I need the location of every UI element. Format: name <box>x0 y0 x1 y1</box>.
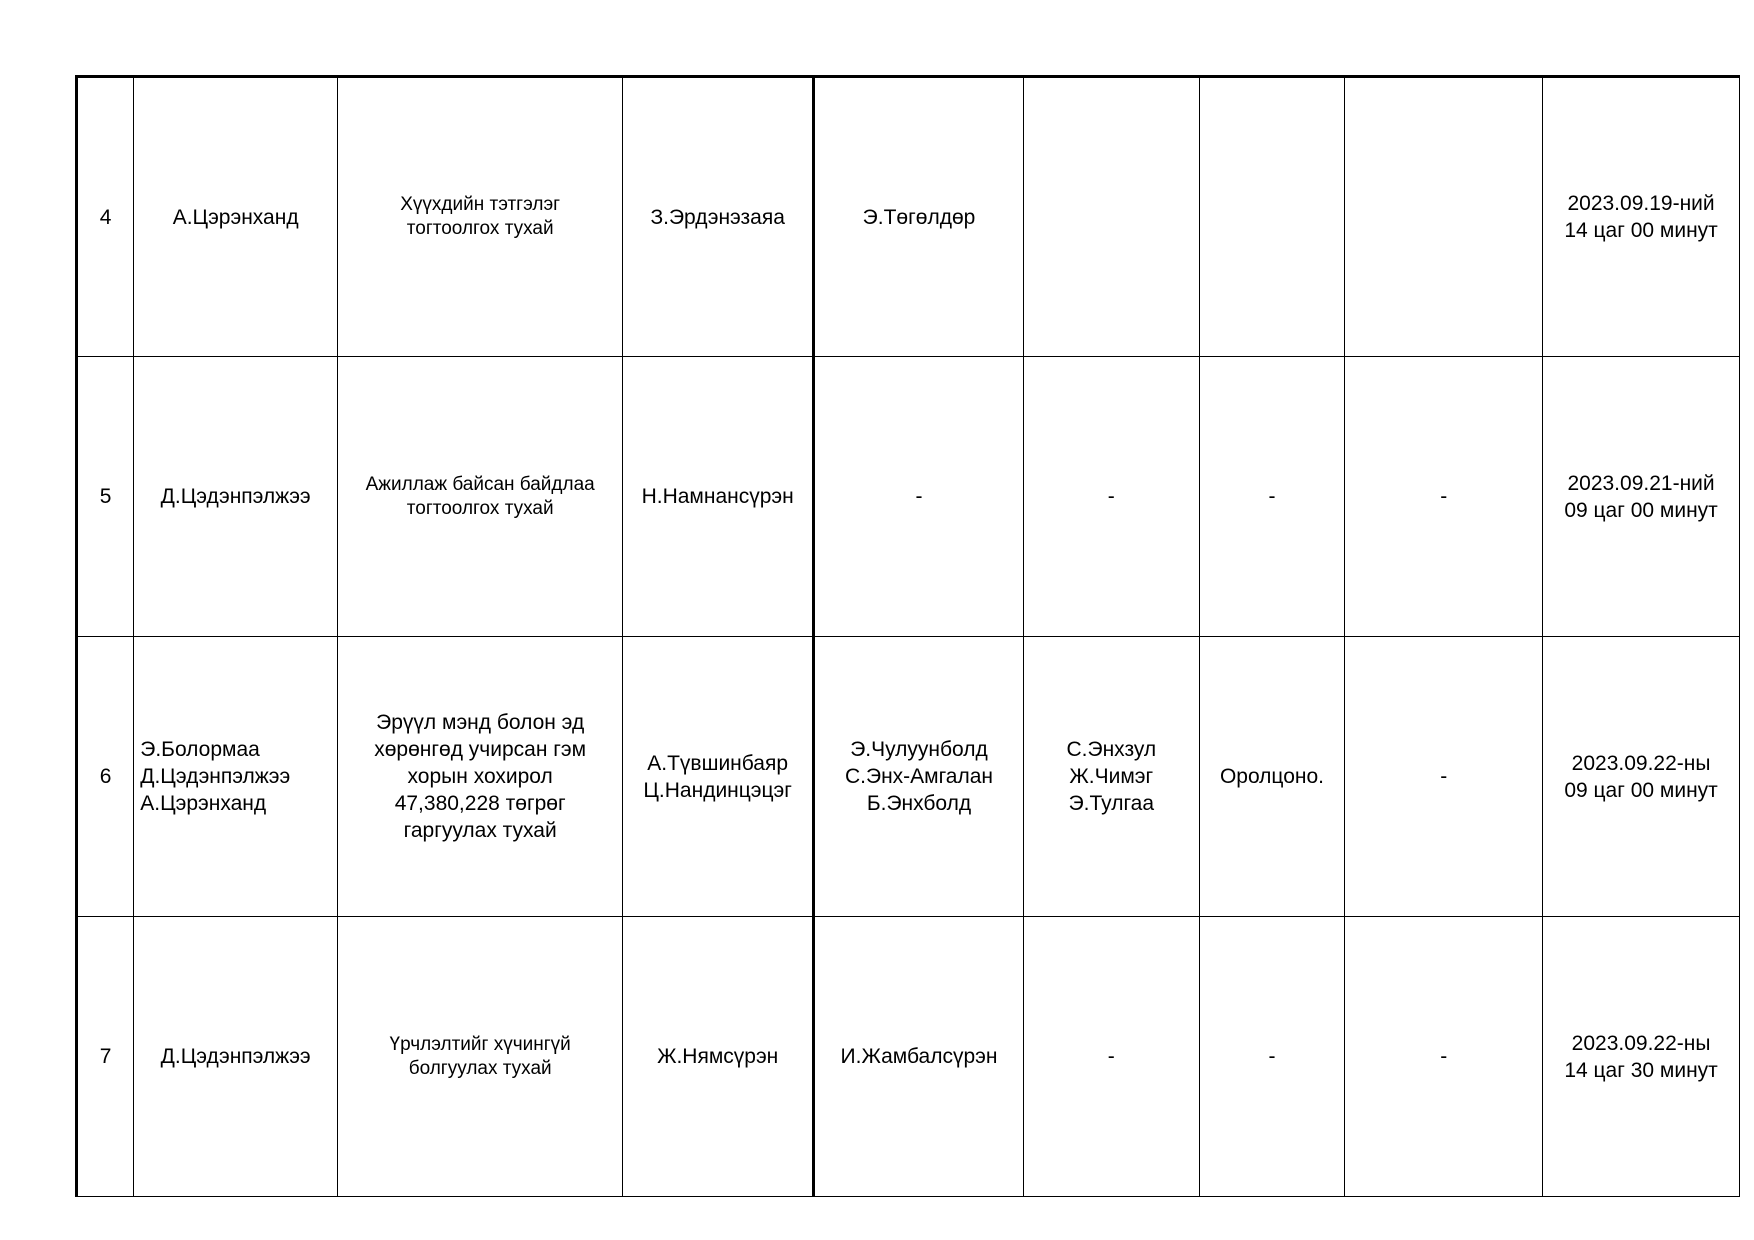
hearing-time: 09 цаг 00 минут <box>1564 778 1718 802</box>
claimant-cell <box>134 917 338 1197</box>
claimant-name: Д.Цэдэнпэлжээ <box>160 485 311 508</box>
respondent-cell <box>623 357 814 637</box>
datetime-cell <box>1543 357 1740 637</box>
respondent-name: З.Эрдэнэзаяа <box>650 205 785 229</box>
judge-cell <box>814 917 1024 1197</box>
panel-cell: - <box>1023 917 1199 1197</box>
note-cell: - <box>1345 357 1543 637</box>
participation-cell: - <box>1199 917 1345 1197</box>
datetime-cell <box>1543 77 1740 357</box>
note-cell: - <box>1345 637 1543 917</box>
table-row <box>77 637 1740 917</box>
judge-name: С.Энх-Амгалан <box>844 765 994 788</box>
panel-cell <box>1023 77 1199 357</box>
panel-member: С.Энхзул <box>1066 738 1157 761</box>
hearing-schedule-table <box>75 75 1740 1197</box>
panel-member: Э.Тулгаа <box>1068 792 1155 815</box>
panel-member: Ж.Чимэг <box>1069 765 1154 788</box>
table-row <box>77 917 1740 1197</box>
respondent-cell <box>623 77 814 357</box>
claimant-name: А.Цэрэнханд <box>172 205 299 229</box>
claimant-cell <box>134 637 338 917</box>
respondent-name: Ж.Нямсүрэн <box>657 1045 779 1068</box>
judge-name: И.Жамбалсүрэн <box>840 1045 998 1068</box>
claimant-cell <box>134 77 338 357</box>
case-subject: Хүүхдийн тэтгэлэг тогтоолгох тухай <box>338 77 623 357</box>
judge-name: Э.Төгөлдөр <box>862 205 976 229</box>
respondent-name: А.Түвшинбаяр <box>647 751 789 775</box>
respondent-cell <box>623 917 814 1197</box>
participation-cell: Оролцоно. <box>1199 637 1345 917</box>
judge-cell <box>814 637 1024 917</box>
judge-name: Б.Энхболд <box>866 792 972 815</box>
note-cell: - <box>1345 917 1543 1197</box>
hearing-time: 14 цаг 00 минут <box>1564 219 1718 242</box>
respondent-name: Н.Намнансүрэн <box>641 485 794 508</box>
claimant-name: Э.Болормаа <box>140 738 260 761</box>
row-number: 4 <box>77 77 134 357</box>
table-row <box>77 77 1740 357</box>
datetime-cell <box>1543 637 1740 917</box>
hearing-time: 09 цаг 00 минут <box>1564 498 1718 522</box>
judge-name: - <box>915 485 923 508</box>
claimant-name: Д.Цэдэнпэлжээ <box>140 765 291 788</box>
datetime-cell <box>1543 917 1740 1197</box>
row-number: 5 <box>77 357 134 637</box>
table-row <box>77 357 1740 637</box>
respondent-name: Ц.Нандинцэцэг <box>643 778 792 802</box>
respondent-cell <box>623 637 814 917</box>
hearing-time: 14 цаг 30 минут <box>1564 1058 1718 1082</box>
note-cell <box>1345 77 1543 357</box>
claimant-name: А.Цэрэнханд <box>140 792 267 815</box>
judge-cell <box>814 357 1024 637</box>
judge-name: Э.Чулуунболд <box>850 738 988 761</box>
claimant-cell <box>134 357 338 637</box>
participation-cell <box>1199 77 1345 357</box>
row-number: 6 <box>77 637 134 917</box>
case-subject: Эрүүл мэнд болон эд хөрөнгөд учирсан гэм хорын хохирол 47,380,228 төгрөг гаргуулах тухай <box>338 637 623 917</box>
participation-cell: - <box>1199 357 1345 637</box>
case-subject: Ажиллаж байсан байдлаа тогтоолгох тухай <box>338 357 623 637</box>
claimant-name: Д.Цэдэнпэлжээ <box>160 1045 311 1068</box>
judge-cell <box>814 77 1024 357</box>
hearing-date: 2023.09.22-ны <box>1571 1031 1711 1055</box>
hearing-date: 2023.09.22-ны <box>1571 751 1711 775</box>
case-subject: Үрчлэлтийг хүчингүй болгуулах тухай <box>338 917 623 1197</box>
panel-cell <box>1023 637 1199 917</box>
hearing-date: 2023.09.21-ний <box>1567 471 1715 495</box>
panel-cell: - <box>1023 357 1199 637</box>
row-number: 7 <box>77 917 134 1197</box>
hearing-date: 2023.09.19-ний <box>1567 192 1715 215</box>
